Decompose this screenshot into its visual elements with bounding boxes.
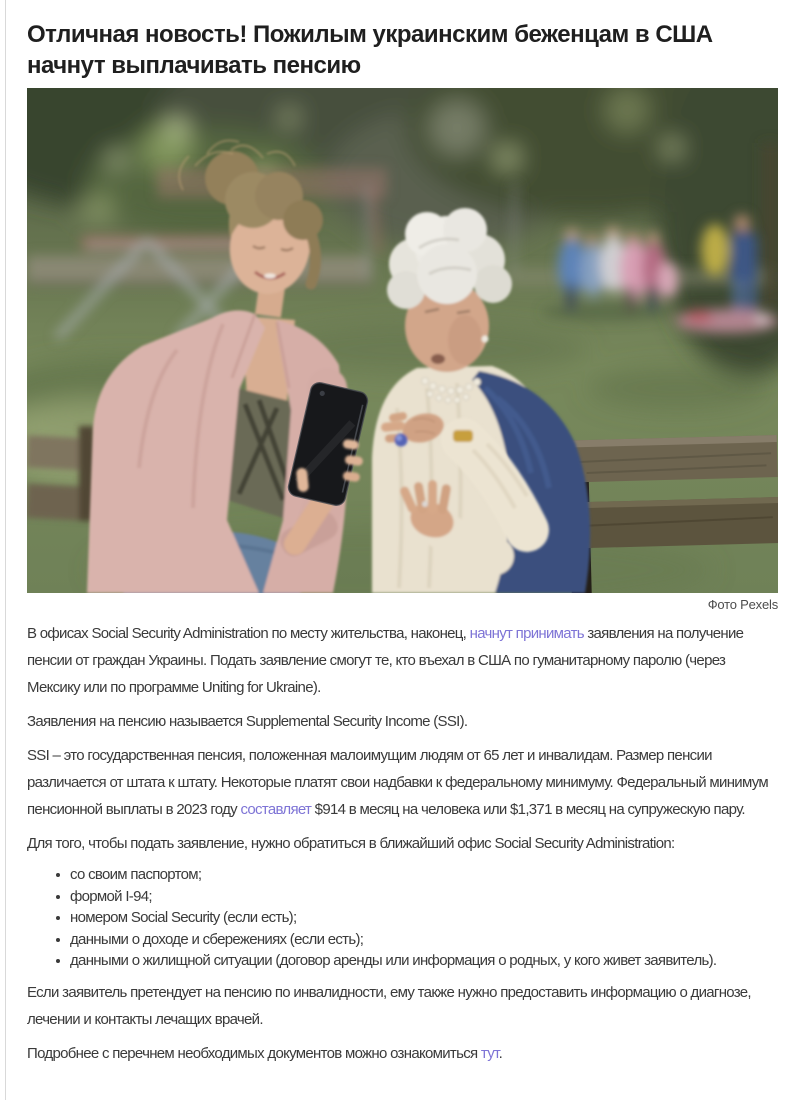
list-item: данными о доходе и сбережениях (если есть); (70, 929, 778, 951)
text-run: . (498, 1044, 503, 1062)
article-photo (27, 88, 778, 593)
article-content (27, 0, 778, 1067)
text-run: SSI – это государственная пенсия, положенная малоимущим людям от 65 лет и инвалидам. Размер пенсии различается от штата к штату. Некоторые платят свои надбавки к федеральному минимуму. Федеральный минимум пенсионной выплаты в 2023 году (27, 747, 768, 818)
text-run: Подробнее с перечнем необходимых документов можно ознакомиться (27, 1044, 481, 1062)
paragraph (27, 979, 778, 1033)
paragraph (27, 1040, 778, 1067)
inline-link[interactable]: начнут принимать (469, 625, 584, 642)
article-body (27, 620, 778, 1067)
text-run: $914 в месяц на человека или $1,371 в месяц на супружескую пару. (311, 801, 745, 818)
list-item: формой I-94; (70, 886, 778, 908)
page-title: Отличная новость! Пожилым украинским беженцам в США начнут выплачивать пенсию (27, 21, 713, 79)
list-item: номером Social Security (если есть); (70, 907, 778, 929)
inline-link[interactable]: тут (480, 1044, 499, 1062)
paragraph (27, 742, 778, 823)
bullet-list (27, 864, 778, 972)
window-edge-line (5, 0, 6, 1100)
text-run: Заявления на пенсию называется Supplemental Security Income (SSI). (27, 713, 468, 730)
text-run: В офисах Social Security Administration по месту жительства, наконец, (27, 625, 470, 642)
text-run: Для того, чтобы подать заявление, нужно обратиться в ближайший офис Social Security Administration: (27, 835, 675, 852)
list-item: со своим паспортом; (70, 864, 778, 886)
paragraph (27, 830, 778, 857)
text-run: Если заявитель претендует на пенсию по инвалидности, ему также нужно предоставить информацию о диагнозе, лечении и контакты лечащих врачей. (27, 983, 751, 1028)
photo-credit: Фото Pexels (707, 597, 778, 612)
article-figure (27, 88, 778, 613)
list-item: данными о жилищной ситуации (договор аренды или информация о родных, у кого живет заявитель). (70, 950, 778, 972)
paragraph (27, 620, 778, 701)
paragraph (27, 708, 778, 735)
inline-link[interactable]: составляет (240, 801, 312, 818)
text-run: заявления на получение пенсии от граждан Украины. Подать заявление смогут те, кто въехал в США по гуманитарному паролю (через Мексику или по программе Uniting for Ukraine). (27, 625, 744, 696)
